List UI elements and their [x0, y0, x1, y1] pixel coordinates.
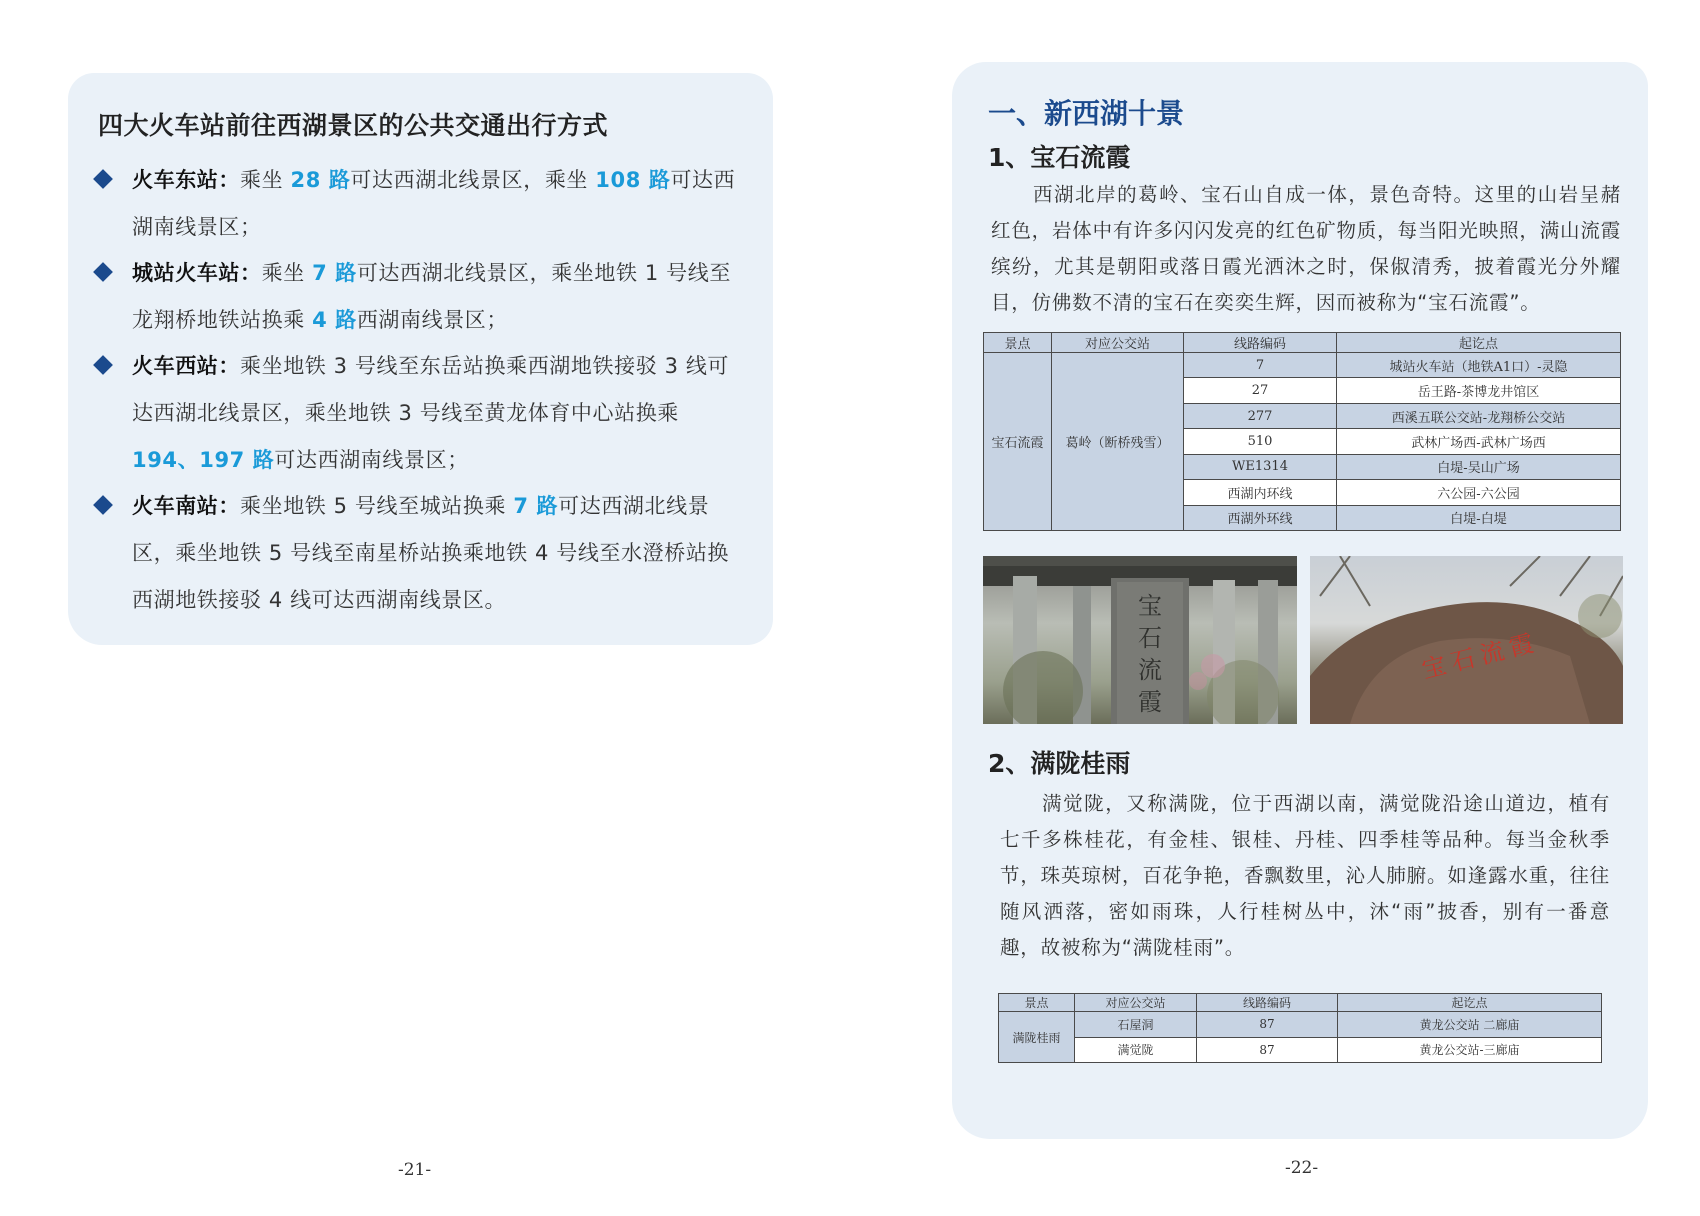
table-cell-route: 西溪五联公交站-龙翔桥公交站 [1337, 403, 1621, 428]
table-cell-route: 黄龙公交站 二廊庙 [1338, 1012, 1602, 1038]
station-item-east: 火车东站：乘坐 28 路可达西湖北线景区，乘坐 108 路可达西湖南线景区； [96, 157, 736, 251]
page-number-left: -21- [398, 1160, 432, 1180]
table-cell-stop: 石屋洞 [1075, 1012, 1197, 1038]
station-item-city: 城站火车站：乘坐 7 路可达西湖北线景区，乘坐地铁 1 号线至龙翔桥地铁站换乘 4 路西湖南线景区； [96, 250, 736, 344]
table-cell-route: 武林广场西-武林广场西 [1337, 429, 1621, 454]
table-row [999, 1037, 1602, 1063]
table-cell-stop: 葛岭（断桥残雪） [1052, 353, 1184, 531]
bus-route: 7 路 [513, 494, 559, 518]
spot2-route-table [998, 993, 1602, 1063]
table-cell-stop: 满觉陇 [1075, 1037, 1197, 1063]
table-cell-code: WE1314 [1184, 454, 1337, 479]
bus-route: 7 路 [312, 261, 357, 285]
table-row [999, 1012, 1602, 1038]
table-cell-route: 六公园-六公园 [1337, 480, 1621, 505]
spot2-paragraph: 满觉陇，又称满陇，位于西湖以南，满觉陇沿途山道边，植有七千多株桂花，有金桂、银桂、丹桂、四季桂等品种。每当金秋季节，珠英琼树，百花争艳，香飘数里，沁人肺腑。如逢露水重，往往随风洒落，密如雨珠，人行桂树丛中，沐“雨”披香，别有一番意趣，故被称为“满陇桂雨”。 [1000, 792, 1610, 959]
table-cell-spot: 满陇桂雨 [999, 1012, 1075, 1063]
rock-inscription: 宝石流霞 [1419, 627, 1543, 685]
station-name: 火车西站： [132, 354, 240, 378]
bus-route: 28 路 [290, 168, 351, 192]
table-header: 对应公交站 [1075, 994, 1197, 1012]
diamond-bullet-icon [93, 262, 113, 282]
table-header: 线路编码 [1197, 994, 1338, 1012]
diamond-bullet-icon [93, 355, 113, 375]
diamond-bullet-icon [93, 495, 113, 515]
table-header: 起讫点 [1338, 994, 1602, 1012]
table-header: 景点 [999, 994, 1075, 1012]
station-name: 火车东站： [132, 168, 240, 192]
table-cell-spot: 宝石流霞 [984, 353, 1052, 531]
table-cell-code: 27 [1184, 378, 1337, 403]
table-cell-route: 岳王路-茶博龙井馆区 [1337, 378, 1621, 403]
section-title: 一、新西湖十景 [988, 97, 1185, 130]
table-cell-route: 黄龙公交站-三廊庙 [1338, 1037, 1602, 1063]
table-cell-code: 510 [1184, 429, 1337, 454]
spot2-title: 2、满陇桂雨 [988, 749, 1131, 778]
table-cell-code: 西湖内环线 [1184, 480, 1337, 505]
table-header: 对应公交站 [1052, 333, 1184, 353]
table-header: 起讫点 [1337, 333, 1621, 353]
bus-route: 4 路 [312, 308, 357, 332]
station-name: 城站火车站： [132, 261, 262, 285]
bus-route: 194、197 路 [132, 448, 275, 472]
bus-route: 108 路 [595, 168, 671, 192]
photo-inscribed-rock [1310, 556, 1623, 724]
table-cell-code: 87 [1197, 1012, 1338, 1038]
station-item-south: 火车南站：乘坐地铁 5 号线至城站换乘 7 路可达西湖北线景区，乘坐地铁 5 号线至南星桥站换乘地铁 4 号线至水澄桥站换西湖地铁接驳 4 线可达西湖南线景区。 [96, 483, 736, 624]
table-cell-code: 西湖外环线 [1184, 505, 1337, 530]
page-number-right: -22- [1285, 1158, 1319, 1178]
photo-stone-pillar [983, 556, 1297, 724]
engraved-text: 宝石流霞 [1138, 592, 1162, 716]
table-row [984, 353, 1621, 378]
table-cell-code: 277 [1184, 403, 1337, 428]
table-cell-route: 白堤-白堤 [1337, 505, 1621, 530]
table-cell-route: 白堤-吴山广场 [1337, 454, 1621, 479]
spot1-title: 1、宝石流霞 [988, 143, 1131, 172]
spot1-paragraph: 西湖北岸的葛岭、宝石山自成一体，景色奇特。这里的山岩呈赭红色，岩体中有许多闪闪发亮的红色矿物质，每当阳光映照，满山流霞缤纷，尤其是朝阳或落日霞光洒沐之时，保俶清秀，披着霞光分外耀目，仿佛数不清的宝石在奕奕生辉，因而被称为“宝石流霞”。 [991, 183, 1621, 314]
table-cell-code: 7 [1184, 353, 1337, 378]
diamond-bullet-icon [93, 169, 113, 189]
table-header: 线路编码 [1184, 333, 1337, 353]
spot1-route-table [983, 332, 1621, 531]
table-header: 景点 [984, 333, 1052, 353]
left-heading: 四大火车站前往西湖景区的公共交通出行方式 [98, 111, 609, 140]
station-name: 火车南站： [132, 494, 240, 518]
station-item-west: 火车西站：乘坐地铁 3 号线至东岳站换乘西湖地铁接驳 3 线可达西湖北线景区，乘坐地铁 3 号线至黄龙体育中心站换乘 194、197 路可达西湖南线景区； [96, 343, 736, 484]
table-cell-code: 87 [1197, 1037, 1338, 1063]
table-cell-route: 城站火车站（地铁A1口）-灵隐 [1337, 353, 1621, 378]
